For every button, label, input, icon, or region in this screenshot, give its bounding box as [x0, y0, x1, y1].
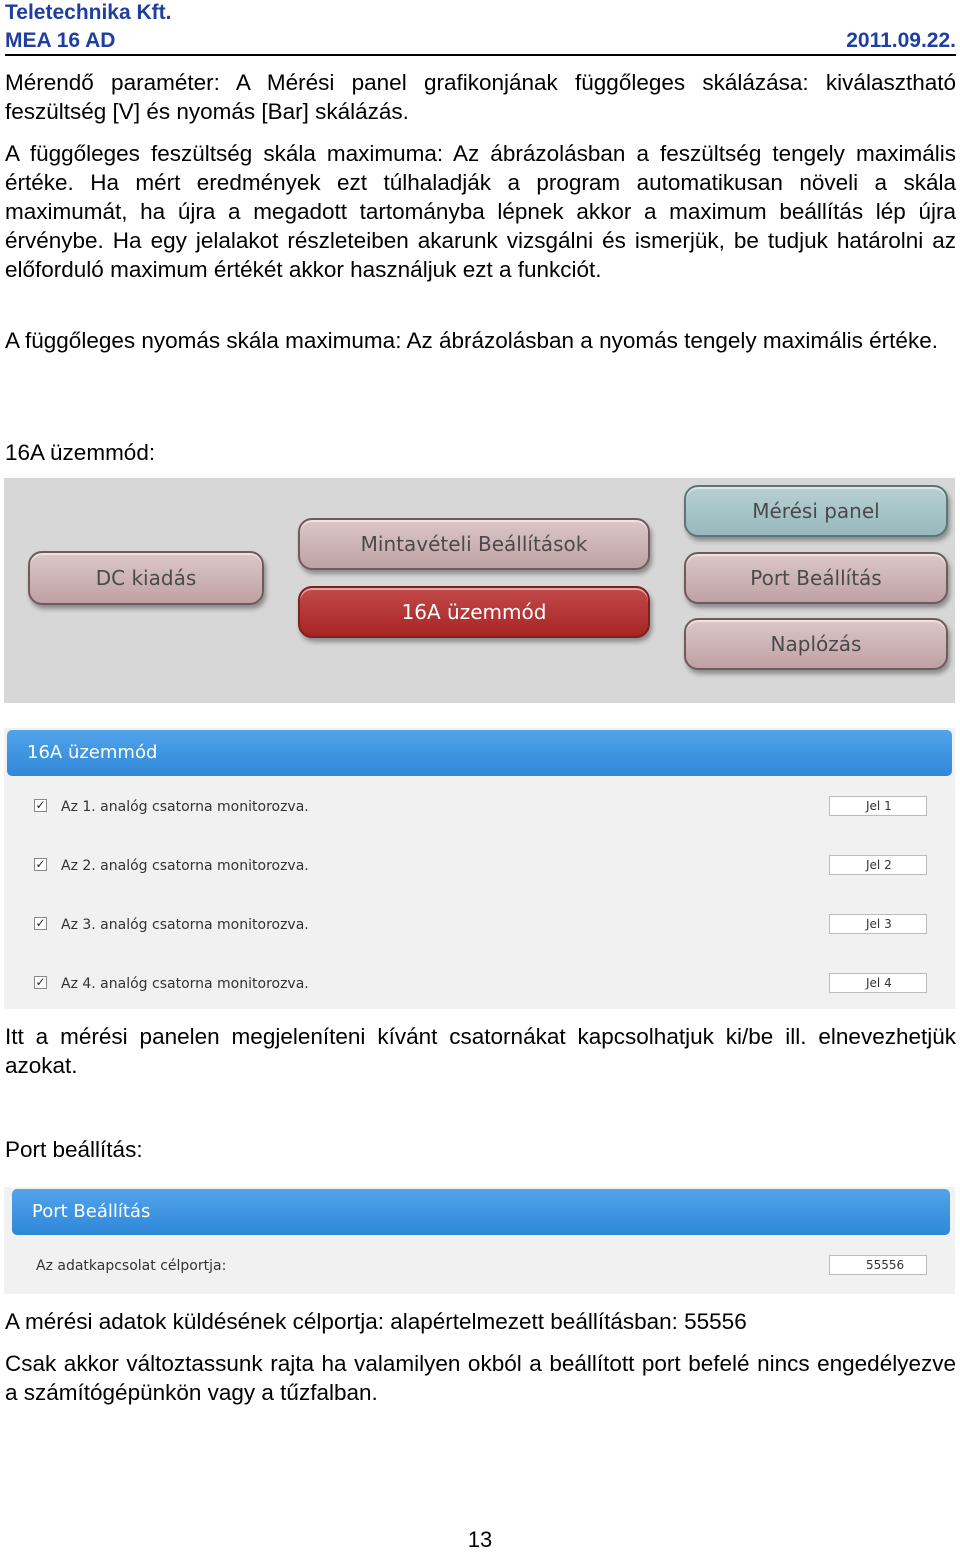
- channel-row: [34, 796, 927, 818]
- channel-name-input[interactable]: Jel 4: [829, 973, 927, 993]
- document-id: MEA 16 AD: [5, 29, 116, 52]
- naplozas-button[interactable]: [684, 618, 948, 670]
- port-beallitas-label: Port Beállítás: [750, 566, 882, 590]
- company-name: Teletechnika Kft.: [5, 1, 172, 24]
- panel-16a-screenshot: [4, 728, 955, 1009]
- naplozas-label: Naplózás: [770, 632, 862, 656]
- paragraph-voltage-scale: A függőleges feszültség skála maximuma: Az ábrázolásban a feszültség tengely maximális értéke. Ha mért eredmények ezt túlhaladják a program automatikusan növeli a skála maximumát, ha újra a megadott tartományba lépnek akkor a maximum beállítás lép újra érvénybe. Ha egy jelalakot részleteiben akarunk vizsgálni és ismerjük, be tudjuk határolni az előforduló maximum értékét akkor használjuk ezt a funkciót.: [5, 141, 956, 282]
- dc-kiadas-button[interactable]: [28, 551, 264, 605]
- port-label: Az adatkapcsolat célportja:: [36, 1258, 227, 1274]
- mintaveteli-beallitasok-button[interactable]: [298, 518, 650, 570]
- paragraph-target-port: A mérési adatok küldésének célportja: alapértelmezett beállításban: 55556: [5, 1309, 747, 1334]
- paragraph-port-note: Csak akkor változtassunk rajta ha valamilyen okból a beállított port befelé nincs engedélyezve a számítógépünkön vagy a tűzfalban.: [5, 1351, 956, 1405]
- channel-name-input[interactable]: Jel 2: [829, 855, 927, 875]
- port-row: [36, 1255, 927, 1277]
- mintaveteli-label: Mintavételi Beállítások: [360, 532, 588, 556]
- channel-row: [34, 973, 927, 995]
- page-number: 13: [467, 1527, 493, 1552]
- channel-name-input[interactable]: Jel 1: [829, 796, 927, 816]
- paragraph-measured-parameter: Mérendő paraméter: A Mérési panel grafikonjának függőleges skálázása: kiválasztható feszültség [V] és nyomás [Bar] skálázás.: [5, 70, 956, 124]
- uzemmod-16a-label: 16A üzemmód: [401, 600, 547, 624]
- channel-label: Az 3. analóg csatorna monitorozva.: [61, 917, 309, 933]
- port-panel-title: Port Beállítás: [12, 1189, 950, 1235]
- channel-checkbox[interactable]: ✓: [35, 916, 46, 930]
- section-title-16a: 16A üzemmód:: [5, 440, 156, 465]
- channel-label: Az 1. analóg csatorna monitorozva.: [61, 799, 309, 815]
- channel-label: Az 2. analóg csatorna monitorozva.: [61, 858, 309, 874]
- dc-kiadas-label: DC kiadás: [95, 566, 197, 590]
- document-header: [5, 28, 956, 56]
- panel-16a-title: 16A üzemmód: [7, 730, 952, 776]
- channel-label: Az 4. analóg csatorna monitorozva.: [61, 976, 309, 992]
- document-date: 2011.09.22.: [846, 29, 956, 52]
- port-input[interactable]: 55556: [829, 1255, 927, 1275]
- channel-name-input[interactable]: Jel 3: [829, 914, 927, 934]
- uzemmod-16a-button[interactable]: [298, 586, 650, 638]
- meresi-panel-label: Mérési panel: [752, 499, 880, 523]
- section-title-port: Port beállítás:: [5, 1137, 143, 1162]
- channel-row: [34, 914, 927, 936]
- menu-screenshot: [4, 478, 955, 703]
- paragraph-pressure-scale: A függőleges nyomás skála maximuma: Az ábrázolásban a nyomás tengely maximális értéke.: [5, 328, 938, 353]
- meresi-panel-button[interactable]: [684, 485, 948, 537]
- channel-checkbox[interactable]: ✓: [35, 798, 46, 812]
- port-beallitas-button[interactable]: [684, 552, 948, 604]
- paragraph-channels: Itt a mérési panelen megjeleníteni kívánt csatornákat kapcsolhatjuk ki/be ill. elnevezhetjük azokat.: [5, 1024, 956, 1078]
- channel-row: [34, 855, 927, 877]
- channel-checkbox[interactable]: ✓: [35, 975, 46, 989]
- channel-checkbox[interactable]: ✓: [35, 857, 46, 871]
- port-panel-screenshot: [4, 1187, 955, 1294]
